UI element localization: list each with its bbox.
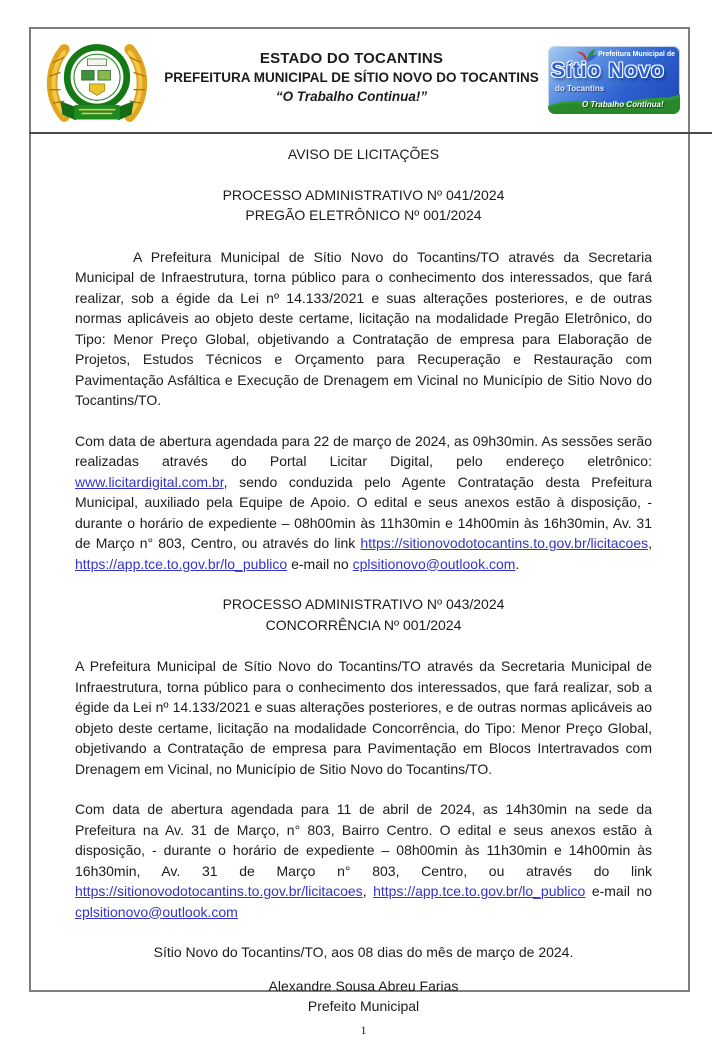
header-motto: “O Trabalho Continua!” bbox=[155, 87, 548, 106]
section2-modality: CONCORRÊNCIA Nº 001/2024 bbox=[266, 617, 462, 633]
document-title: AVISO DE LICITAÇÕES bbox=[75, 144, 652, 165]
text-run: , sendo conduzida pelo Agente Contratação desta Prefeitura Municipal, auxiliado pela Equipe de Apoio. O edital e seus anexos estão à disposição, - durante o horário de expediente – 08h00min às 11h30min e 14h00min às 16h30min, Av. 31 de Março n° 803, Centro, ou através do link bbox=[75, 474, 652, 552]
section2-paragraph-schedule bbox=[75, 799, 652, 922]
text-run: Com data de abertura agendada para 22 de março de 2024, as 09h30min. As sessões serão realizadas através do Portal Licitar Digital, pelo endereço eletrônico: bbox=[75, 433, 652, 470]
brand-sub-label: do Tocantins bbox=[555, 84, 604, 93]
page-number: 1 bbox=[75, 1020, 652, 1040]
link-tce-lo-publico[interactable]: https://app.tce.to.gov.br/lo_publico bbox=[75, 556, 287, 572]
text-run: , bbox=[363, 883, 373, 899]
section1-paragraph-schedule bbox=[75, 431, 652, 575]
text-run: e-mail no bbox=[585, 883, 652, 899]
text-run: e-mail no bbox=[287, 556, 352, 572]
text-run: , bbox=[648, 535, 652, 551]
section2-paragraph-object: A Prefeitura Municipal de Sítio Novo do Tocantins/TO através da Secretaria Municipal de Infraestrutura, torna público para o conhecimento dos interessados, que fará realizar, sob a égide da Lei nº 14.133/2021 e suas alterações posteriores, e de outras normas aplicáveis ao objeto deste certame, licitação na modalidade Concorrência, do Tipo: Menor Preço Global, objetivando a Contratação de empresa para Pavimentação em Blocos Intertravados com Drenagem em Vicinal, no Município de Sitio Novo do Tocantins/TO. bbox=[75, 656, 652, 779]
signature-title: Prefeito Municipal bbox=[75, 996, 652, 1017]
section1-modality: PREGÃO ELETRÔNICO Nº 001/2024 bbox=[245, 207, 481, 223]
section1-paragraph-object: A Prefeitura Municipal de Sítio Novo do Tocantins/TO através da Secretaria Municipal de Infraestrutura, torna público para o conhecimento dos interessados, que fará realizar, sob a égide da Lei nº 14.133/2021 e suas alterações posteriores, e de outras normas aplicáveis ao objeto deste certame, licitação na modalidade Pregão Eletrônico, do Tipo: Menor Preço Global, objetivando a Contratação de empresa para Elaboração de Projetos, Estudos Técnicos e Orçamento para Recuperação e Restauração com Pavimentação Asfáltica e Execução de Drenagem em Vicinal no Município de Sitio Novo do Tocantins/TO. bbox=[75, 247, 652, 411]
link-sitionovo-licitacoes[interactable]: https://sitionovodotocantins.to.gov.br/licitacoes bbox=[360, 535, 648, 551]
brand-motto: O Trabalho Continua! bbox=[582, 100, 664, 109]
header-municipality-title: PREFEITURA MUNICIPAL DE SÍTIO NOVO DO TOCANTINS bbox=[155, 68, 548, 87]
brand-name: Sítio Novo bbox=[551, 59, 665, 83]
section2-process-number: PROCESSO ADMINISTRATIVO Nº 043/2024 bbox=[223, 596, 505, 612]
dateline: Sítio Novo do Tocantins/TO, aos 08 dias do mês de março de 2024. bbox=[75, 942, 652, 963]
document-body bbox=[31, 130, 688, 1040]
link-licitardigital[interactable]: www.licitardigital.com.br bbox=[75, 474, 224, 490]
section2-heading bbox=[75, 594, 652, 635]
section1-heading bbox=[75, 185, 652, 226]
link-cpl-email[interactable]: cplsitionovo@outlook.com bbox=[353, 556, 516, 572]
brand-top-label: Prefeitura Municipal de bbox=[598, 51, 675, 58]
link-tce-lo-publico[interactable]: https://app.tce.to.gov.br/lo_publico bbox=[373, 883, 585, 899]
header-divider bbox=[29, 132, 712, 134]
link-sitionovo-licitacoes[interactable]: https://sitionovodotocantins.to.gov.br/licitacoes bbox=[75, 883, 363, 899]
text-run: Com data de abertura agendada para 11 de abril de 2024, as 14h30min na sede da Prefeitura na Av. 31 de Março, n° 803, Bairro Centro. O edital e seus anexos estão à disposição, - durante o horário de expediente – 08h00min às 11h30min e 14h00min às 16h30min, Av. 31 de Março n° 803, Centro, ou através do link bbox=[75, 801, 652, 879]
link-cpl-email[interactable]: cplsitionovo@outlook.com bbox=[75, 904, 238, 920]
signature-name: Alexandre Sousa Abreu Farias bbox=[75, 976, 652, 997]
document-header bbox=[31, 29, 688, 130]
document-page bbox=[29, 27, 690, 992]
header-text-block bbox=[155, 49, 548, 110]
header-state-title: ESTADO DO TOCANTINS bbox=[155, 49, 548, 68]
text-run: . bbox=[515, 556, 519, 572]
municipal-brand-logo bbox=[548, 46, 680, 114]
municipal-crest-icon bbox=[39, 34, 155, 130]
section1-process-number: PROCESSO ADMINISTRATIVO Nº 041/2024 bbox=[223, 187, 505, 203]
